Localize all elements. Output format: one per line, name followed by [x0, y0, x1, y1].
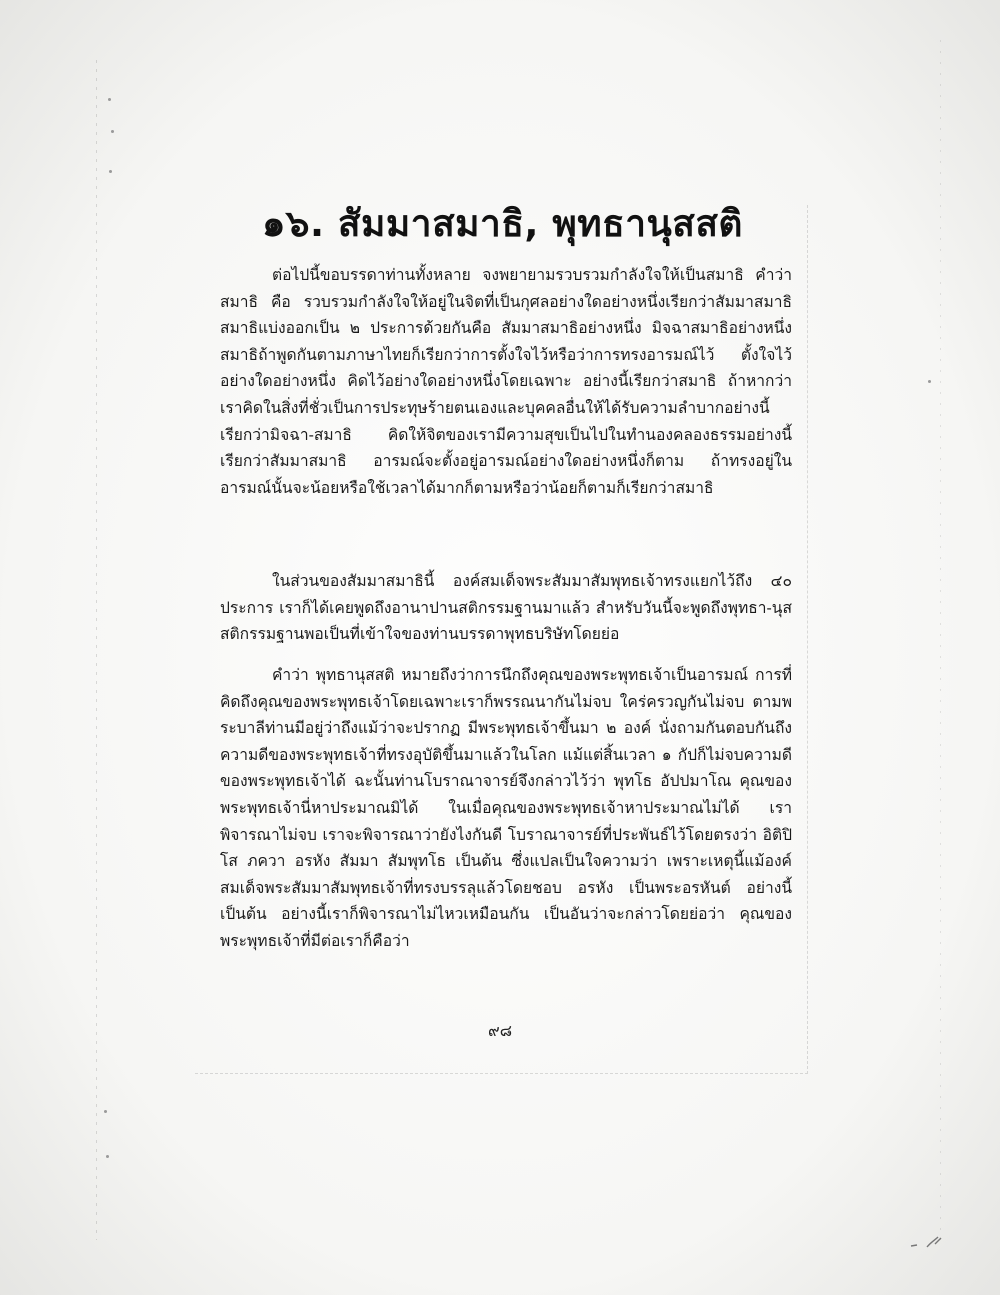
scan-speck: [108, 98, 111, 101]
scan-speck: [106, 1155, 109, 1158]
scan-speck: [111, 130, 114, 133]
scan-speck: [928, 380, 931, 383]
scan-speck: [104, 1110, 107, 1113]
body-paragraph: คำว่า พุทธานุสสติ หมายถึงว่าการนึกถึงคุณของพระพุทธเจ้าเป็นอารมณ์ การที่คิดถึงคุณของพระพุทธเจ้าโดยเฉพาะเราก็พรรณนากันไม่จบ ใคร่ครวญกันไม่จบ ตามพระบาลีท่านมีอยู่ว่าถึงแม้ว่าจะปรากฏ มีพระพุทธเจ้าขึ้นมา ๒ องค์ นั่งถามกันตอบกันถึงความดีของพระพุทธเจ้าที่ทรงอุบัติขึ้นมาแล้วในโลก แม้แต่สิ้นเวลา ๑ กัปก็ไม่จบความดีของพระพุทธเจ้าได้ ฉะนั้นท่านโบราณาจารย์จึงกล่าวไว้ว่า พุทโธ อัปปมาโณ คุณของพระพุทธเจ้านี่หาประมาณมิได้ ในเมื่อคุณของพระพุทธเจ้าหาประมาณไม่ได้ เราพิจารณาไม่จบ เราจะพิจารณาว่ายังไงกันดี โบราณาจารย์ที่ประพันธ์ไว้โดยตรงว่า อิติปิ โส ภควา อรหัง สัมมา สัมพุทโธ เป็นต้น ซึ่งแปลเป็นใจความว่า เพราะเหตุนี้แม้องค์สมเด็จพระสัมมาสัมพุทธเจ้าที่ทรงบรรลุแล้วโดยชอบ อรหัง เป็นพระอรหันต์ อย่างนี้เป็นต้น อย่างนี้เราก็พิจารณาไม่ไหวเหมือนกัน เป็นอันว่าจะกล่าวโดยย่อว่า คุณของพระพุทธเจ้าที่มีต่อเราก็คือว่า: [220, 666, 792, 950]
scan-artifact-left: [96, 60, 97, 1240]
body-paragraph: ในส่วนของสัมมาสมาธินี้ องค์สมเด็จพระสัมมาสัมพุทธเจ้าทรงแยกไว้ถึง ๔๐ ประการ เราก็ได้เคยพูดถึงอานาปานสติกรรมฐานมาแล้ว สำหรับวันนี้จะพูดถึงพุทธา-นุสสติกรรมฐานพอเป็นที่เข้าใจของท่านบรรดาพุทธบริษัทโดยย่อ: [220, 572, 792, 644]
body-paragraph: ต่อไปนี้ขอบรรดาท่านทั้งหลาย จงพยายามรวบรวมกำลังใจให้เป็นสมาธิ คำว่า สมาธิ คือ รวบรวมกำลังใจให้อยู่ในจิตที่เป็นกุศลอย่างใดอย่างหนึ่งเรียกว่าสัมมาสมาธิ สมาธิแบ่งออกเป็น ๒ ประการด้วยกันคือ สัมมาสมาธิอย่างหนึ่ง มิจฉาสมาธิอย่างหนึ่ง สมาธิถ้าพูดกันตามภาษาไทยก็เรียกว่าการตั้งใจไว้หรือว่าการทรงอารมณ์ไว้ ตั้งใจไว้อย่างใดอย่างหนึ่ง คิดไว้อย่างใดอย่างหนึ่งโดยเฉพาะ อย่างนี้เรียกว่าสมาธิ ถ้าหากว่าเราคิดในสิ่งที่ชั่วเป็นการประทุษร้ายตนเองและบุคคลอื่นให้ได้รับความลำบากอย่างนี้เรียกว่ามิจฉา-สมาธิ คิดให้จิตของเรามีความสุขเป็นไปในทำนองคลองธรรมอย่างนี้ เรียกว่าสัมมาสมาธิ อารมณ์จะตั้งอยู่อารมณ์อย่างใดอย่างหนึ่งก็ตาม ถ้าทรงอยู่ในอารมณ์นั้นจะน้อยหรือใช้เวลาได้มากก็ตามหรือว่าน้อยก็ตามก็เรียกว่าสมาธิ: [220, 266, 792, 497]
ink-mark-icon: [905, 1232, 945, 1252]
page-number: ๙๘: [487, 1021, 513, 1040]
scan-artifact-right: [940, 40, 941, 1240]
chapter-title: ๑๖. สัมมาสมาธิ, พุทธานุสสติ: [262, 202, 743, 245]
scan-speck: [109, 170, 112, 173]
